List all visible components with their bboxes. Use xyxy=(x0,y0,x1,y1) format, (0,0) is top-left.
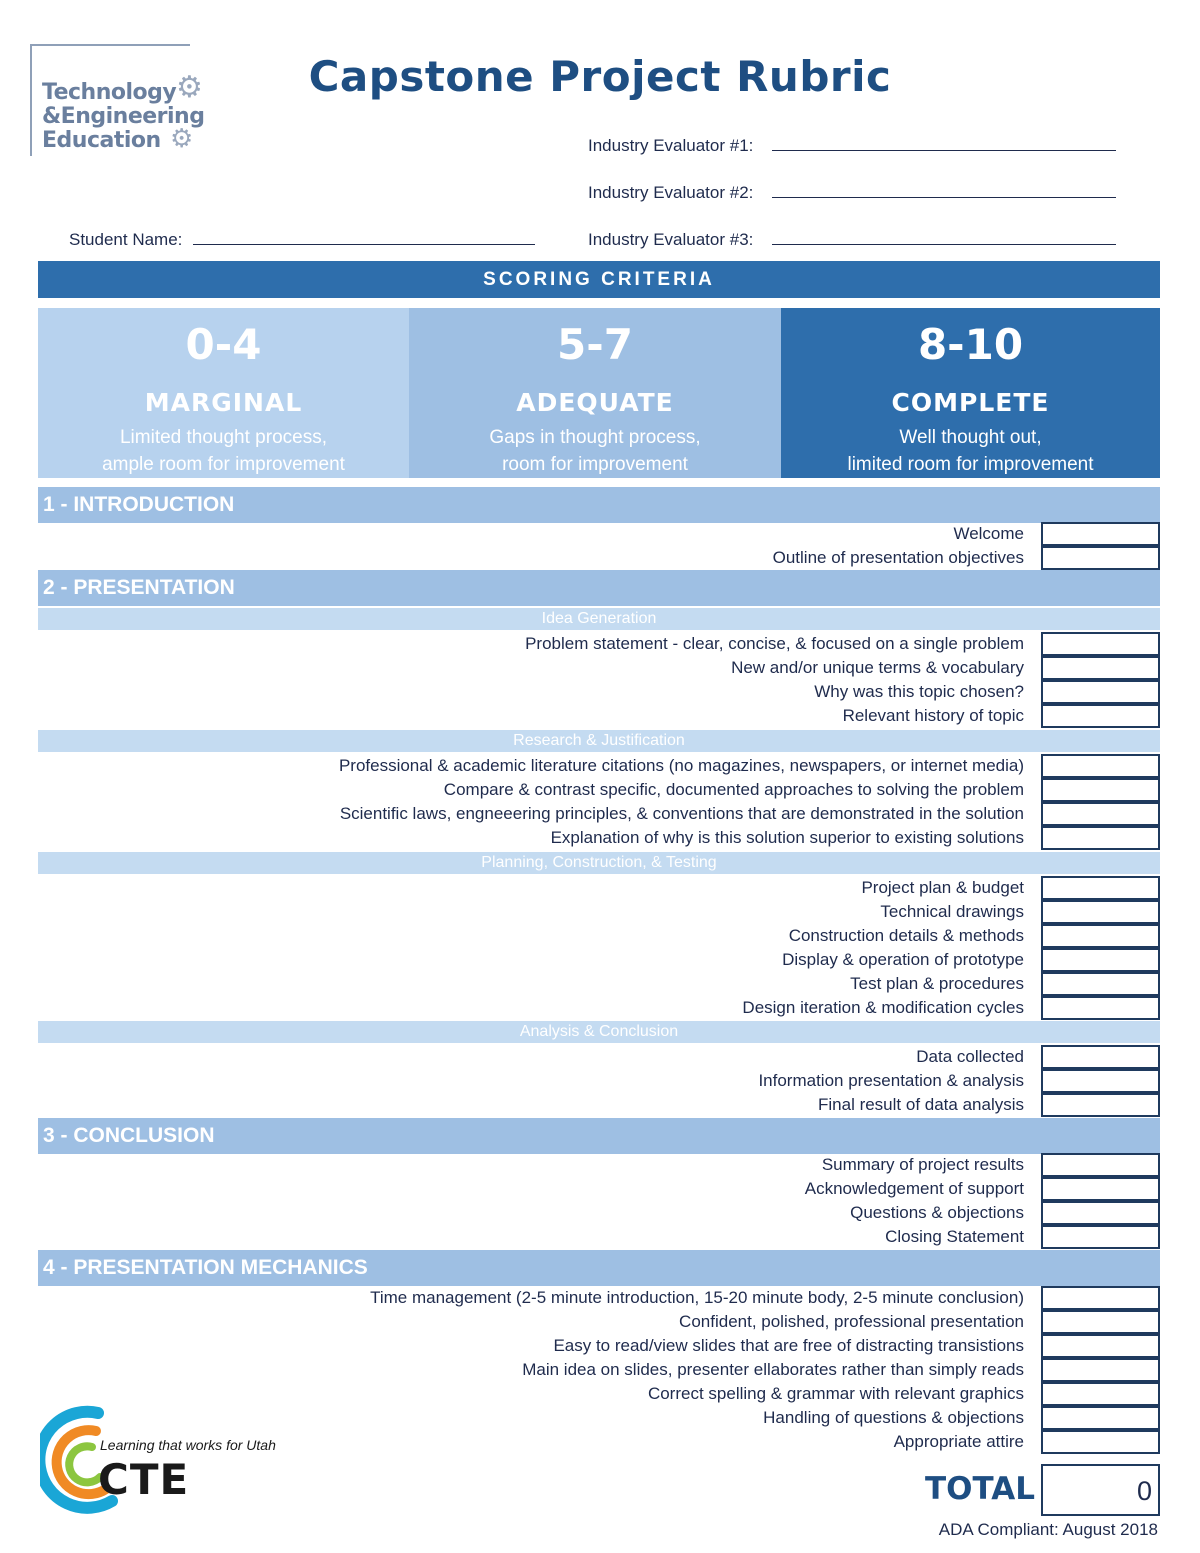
score-box[interactable] xyxy=(1041,996,1160,1020)
criterion-label: Scientific laws, engneeering principles, & conventions that are demonstrated in the solution xyxy=(339,804,1024,823)
logo-line: &Engineering xyxy=(42,104,205,129)
score-box[interactable] xyxy=(1041,1406,1160,1430)
total-label: TOTAL xyxy=(925,1471,1035,1507)
criterion-label: Design iteration & modification cycles xyxy=(742,998,1024,1017)
criterion-label: Summary of project results xyxy=(821,1155,1024,1174)
criterion-label: Acknowledgement of support xyxy=(804,1179,1024,1198)
score-box[interactable] xyxy=(1041,632,1160,656)
level-desc-line: limited room for improvement xyxy=(847,454,1094,475)
cte-brand: CTE xyxy=(98,1455,190,1504)
criterion-label: Final result of data analysis xyxy=(818,1095,1024,1114)
level-desc-line: Limited thought process, xyxy=(119,427,327,448)
criterion-label: Display & operation of prototype xyxy=(782,950,1024,969)
student-name-label: Student Name: xyxy=(69,230,183,249)
evaluator-1-label: Industry Evaluator #1: xyxy=(588,136,754,155)
criterion-label: Professional & academic literature citations (no magazines, newspapers, or internet media) xyxy=(338,756,1024,775)
level-marginal xyxy=(38,308,409,478)
criterion-label: Information presentation & analysis xyxy=(758,1071,1024,1090)
score-box[interactable] xyxy=(1041,972,1160,996)
score-box[interactable] xyxy=(1041,680,1160,704)
score-box[interactable] xyxy=(1041,802,1160,826)
level-desc xyxy=(781,424,1160,478)
level-name: MARGINAL xyxy=(144,388,303,417)
score-box[interactable] xyxy=(1041,1177,1160,1201)
subsection-idea-generation: Idea Generation xyxy=(38,608,1160,630)
evaluator-2-field[interactable] xyxy=(588,183,1116,203)
criterion-label: Correct spelling & grammar with relevant graphics xyxy=(647,1384,1024,1403)
criterion-label: Outline of presentation objectives xyxy=(772,548,1024,567)
score-box[interactable] xyxy=(1041,1382,1160,1406)
score-box[interactable] xyxy=(1041,754,1160,778)
total-value: 0 xyxy=(1041,1464,1160,1516)
score-box[interactable] xyxy=(1041,924,1160,948)
level-range: 0-4 xyxy=(185,320,262,369)
evaluator-3-field[interactable] xyxy=(588,230,1116,250)
score-box[interactable] xyxy=(1041,1069,1160,1093)
level-desc-line: ample room for improvement xyxy=(102,454,345,475)
level-desc xyxy=(38,424,409,478)
criterion-label: Construction details & methods xyxy=(788,926,1024,945)
score-box[interactable] xyxy=(1041,778,1160,802)
logo-line: Technology xyxy=(42,80,177,105)
criterion-label: Closing Statement xyxy=(885,1227,1024,1246)
level-complete xyxy=(781,308,1160,478)
criterion-label: Easy to read/view slides that are free of distracting transistions xyxy=(553,1336,1024,1355)
score-box[interactable] xyxy=(1041,826,1160,850)
criterion-label: Main idea on slides, presenter ellaborates rather than simply reads xyxy=(522,1360,1024,1379)
evaluator-1-line[interactable] xyxy=(772,137,1116,151)
level-name: COMPLETE xyxy=(891,388,1050,417)
level-range: 8-10 xyxy=(917,320,1024,369)
level-desc xyxy=(409,424,781,478)
criterion-label: Problem statement - clear, concise, & focused on a single problem xyxy=(525,634,1024,653)
section-presentation: 2 - PRESENTATION xyxy=(38,570,1160,606)
criterion-label: New and/or unique terms & vocabulary xyxy=(731,658,1024,677)
level-desc-line: Well thought out, xyxy=(899,427,1042,448)
evaluator-1-field[interactable] xyxy=(588,136,1116,156)
criterion-label: Explanation of why is this solution superior to existing solutions xyxy=(550,828,1024,847)
criterion-label: Relevant history of topic xyxy=(842,706,1024,725)
score-box[interactable] xyxy=(1041,1334,1160,1358)
evaluator-2-label: Industry Evaluator #2: xyxy=(588,183,754,202)
criterion-label: Test plan & procedures xyxy=(850,974,1024,993)
score-box[interactable] xyxy=(1041,1310,1160,1334)
score-box[interactable] xyxy=(1041,876,1160,900)
level-range: 5-7 xyxy=(557,320,633,369)
evaluator-3-label: Industry Evaluator #3: xyxy=(588,230,754,249)
level-desc-line: room for improvement xyxy=(502,454,688,475)
criterion-label: Time management (2-5 minute introduction, 15-20 minute body, 2-5 minute conclusion) xyxy=(370,1288,1024,1307)
evaluator-3-line[interactable] xyxy=(772,231,1116,245)
score-box[interactable] xyxy=(1041,1430,1160,1454)
subsection-research: Research & Justification xyxy=(38,730,1160,752)
score-box[interactable] xyxy=(1041,522,1160,546)
subsection-analysis: Analysis & Conclusion xyxy=(38,1021,1160,1043)
criterion-label: Project plan & budget xyxy=(861,878,1024,897)
score-box[interactable] xyxy=(1041,1225,1160,1249)
score-box[interactable] xyxy=(1041,656,1160,680)
criterion-label: Handling of questions & objections xyxy=(763,1408,1024,1427)
criterion-label: Why was this topic chosen? xyxy=(814,682,1024,701)
level-desc-line: Gaps in thought process, xyxy=(489,427,701,448)
evaluator-2-line[interactable] xyxy=(772,184,1116,198)
score-box[interactable] xyxy=(1041,900,1160,924)
gear-icon: ⚙ xyxy=(170,124,194,154)
subsection-planning: Planning, Construction, & Testing xyxy=(38,852,1160,874)
score-box[interactable] xyxy=(1041,1286,1160,1310)
section-introduction: 1 - INTRODUCTION xyxy=(38,487,1160,523)
criterion-label: Welcome xyxy=(953,524,1024,543)
criterion-label: Appropriate attire xyxy=(893,1432,1024,1451)
cte-tagline: Learning that works for Utah xyxy=(100,1437,276,1453)
section-conclusion: 3 - CONCLUSION xyxy=(38,1118,1160,1154)
logo-line: Education xyxy=(42,128,161,153)
level-name: ADEQUATE xyxy=(516,388,674,417)
criterion-label: Questions & objections xyxy=(850,1203,1024,1222)
scoring-criteria-heading: SCORING CRITERIA xyxy=(38,261,1160,298)
cte-logo xyxy=(40,1405,300,1515)
score-box[interactable] xyxy=(1041,1153,1160,1177)
level-adequate xyxy=(409,308,781,478)
score-box[interactable] xyxy=(1041,546,1160,570)
score-box[interactable] xyxy=(1041,1093,1160,1117)
score-box[interactable] xyxy=(1041,1358,1160,1382)
criterion-label: Technical drawings xyxy=(880,902,1024,921)
criterion-label: Confident, polished, professional presentation xyxy=(679,1312,1024,1331)
student-name-field[interactable] xyxy=(69,230,535,250)
student-name-line[interactable] xyxy=(193,231,535,245)
page-title: Capstone Project Rubric xyxy=(308,52,892,101)
criterion-label: Compare & contrast specific, documented approaches to solving the problem xyxy=(443,780,1024,799)
score-box[interactable] xyxy=(1041,1045,1160,1069)
criterion-label: Data collected xyxy=(916,1047,1024,1066)
score-box[interactable] xyxy=(1041,704,1160,728)
footer-note: ADA Compliant: August 2018 xyxy=(938,1520,1158,1539)
section-presentation-mechanics: 4 - PRESENTATION MECHANICS xyxy=(38,1250,1160,1286)
gear-icon: ⚙ xyxy=(176,70,203,105)
score-box[interactable] xyxy=(1041,1201,1160,1225)
score-box[interactable] xyxy=(1041,948,1160,972)
